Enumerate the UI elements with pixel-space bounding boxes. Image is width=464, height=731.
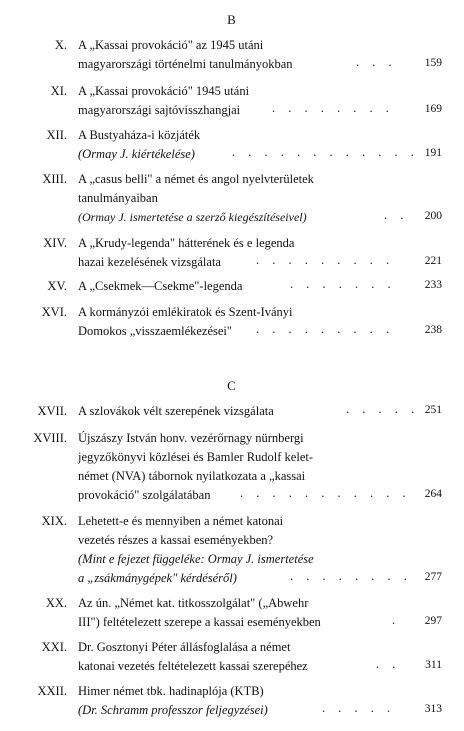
chapter-title-line: A „Csekmek—Csekme"-legenda xyxy=(78,279,243,293)
chapter-title-line: A „casus belli" a német és angol nyelvterületek xyxy=(78,172,314,186)
chapter-title-line: A szlovákok vélt szerepének vizsgálata xyxy=(78,404,274,418)
dot-leader: . . . . . xyxy=(346,402,420,416)
chapter-number: XV. xyxy=(47,279,67,293)
dot-leader: . . . . . . . . . . . xyxy=(240,486,411,500)
chapter-title-line: magyarországi történelmi tanulmányokban xyxy=(78,57,293,71)
chapter-title-line: magyarországi sajtóvisszhangjai xyxy=(78,103,241,117)
dot-leader: . xyxy=(392,613,401,627)
page-number: 191 xyxy=(424,147,442,159)
page-number: 277 xyxy=(424,571,442,583)
section-heading-b: B xyxy=(227,12,237,27)
page-number: 264 xyxy=(424,488,442,500)
page-number: 311 xyxy=(425,659,442,671)
chapter-number: XVII. xyxy=(37,404,67,418)
dot-leader: . . . . . . . . xyxy=(272,101,394,115)
chapter-number: XVIII. xyxy=(33,431,67,445)
chapter-number: XIX. xyxy=(41,514,67,528)
chapter-title-line: A „Kassai provokáció" 1945 utáni xyxy=(78,84,250,98)
page-number: 159 xyxy=(424,57,442,69)
chapter-number: XX. xyxy=(45,596,67,610)
chapter-title-line: katonai vezetés feltételezett kassai szerepéhez xyxy=(78,659,308,673)
dot-leader: . . . . . . . . xyxy=(290,569,412,583)
page-number: 313 xyxy=(424,703,442,715)
page-number: 221 xyxy=(424,255,442,267)
chapter-title-line: Dr. Gosztonyi Péter állásfoglalása a német xyxy=(78,640,291,654)
dot-leader: . . . . . xyxy=(322,701,396,715)
section-heading-c: C xyxy=(227,378,237,393)
chapter-subtitle-line: a „zsákmánygépek" kérdéséről) xyxy=(78,571,237,585)
chapter-number: XVI. xyxy=(41,305,67,319)
dot-leader: . . xyxy=(384,208,409,222)
chapter-title-line: III") feltételezett szerepe a kassai eseményekben xyxy=(78,615,321,629)
chapter-title-line: A „Krudy-legenda" hátterének és e legenda xyxy=(78,236,295,250)
chapter-title-line: A kormányzói emlékiratok és Szent-Iványi xyxy=(78,305,293,319)
page-number: 200 xyxy=(424,210,442,222)
page-number: 233 xyxy=(424,279,442,291)
chapter-title-line: Domokos „visszaemlékezései" xyxy=(78,324,233,338)
chapter-title-line: jegyzőkönyvi közlései és Bamler Rudolf kelet- xyxy=(78,450,314,464)
chapter-title-line: vezetés részes a kassai eseményekben? xyxy=(78,533,274,547)
dot-leader: . . . . . . . . . xyxy=(256,253,395,267)
chapter-subtitle-line: (Ormay J. ismertetése a szerző kiegészítéseivel) xyxy=(78,210,307,224)
chapter-title-line: Újszászy István honv. vezérőrnagy nürnbergi xyxy=(78,431,304,445)
chapter-subtitle-line: (Ormay J. kiértékelése) xyxy=(78,147,195,161)
chapter-number: XXII. xyxy=(37,684,67,698)
chapter-title-line: német (NVA) tábornok nyilatkozata a „kassai xyxy=(78,469,306,483)
dot-leader: . . . . . . . xyxy=(290,277,396,291)
chapter-number: XI. xyxy=(50,84,67,98)
dot-leader: . . . . . . . . . xyxy=(256,322,395,336)
chapter-title-line: provokáció" szolgálatában xyxy=(78,488,211,502)
chapter-title-line: Lehetett-e és mennyiben a német katonai xyxy=(78,514,284,528)
chapter-subtitle-line: (Dr. Schramm professzor feljegyzései) xyxy=(78,703,268,717)
chapter-title-line: hazai kezelésének vizsgálata xyxy=(78,255,221,269)
chapter-number: X. xyxy=(54,38,67,52)
page-number: 238 xyxy=(424,324,442,336)
dot-leader: . . . . . . . . . . . . xyxy=(232,145,419,159)
dot-leader: . . . xyxy=(356,55,397,69)
chapter-title-line: tanulmányaiban xyxy=(78,191,158,205)
chapter-title-line: A Bustyaháza-i közjáték xyxy=(78,128,201,142)
chapter-number: XIII. xyxy=(42,172,67,186)
chapter-subtitle-line: (Mint e fejezet függeléke: Ormay J. ismertetése xyxy=(78,552,314,566)
page-number: 169 xyxy=(424,103,442,115)
chapter-number: XII. xyxy=(46,128,67,142)
dot-leader: . . xyxy=(376,657,401,671)
page-number: 251 xyxy=(424,404,442,416)
chapter-title-line: Az ún. „Német kat. titkosszolgálat" („Abwehr xyxy=(78,596,309,610)
chapter-number: XXI. xyxy=(41,640,67,654)
chapter-title-line: Himer német tbk. hadinaplója (KTB) xyxy=(78,684,264,698)
chapter-number: XIV. xyxy=(43,236,67,250)
chapter-title-line: A „Kassai provokáció" az 1945 utáni xyxy=(78,38,264,52)
page-number: 297 xyxy=(424,615,442,627)
